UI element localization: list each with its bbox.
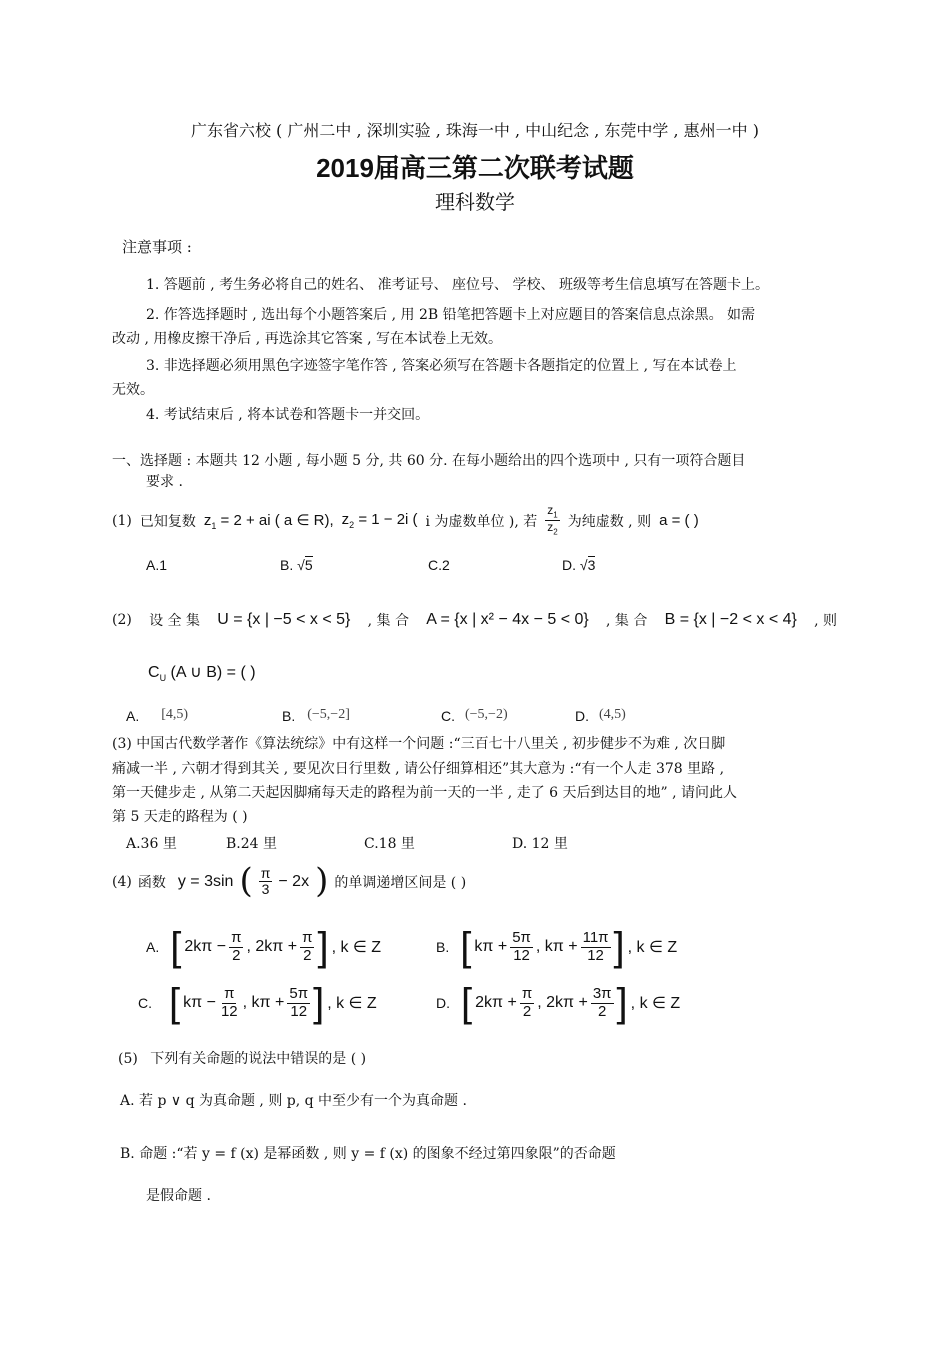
question-1 [112,504,699,537]
q1-option-d: D. √3 [562,557,596,573]
q3-option-d: D. 12 里 [512,836,568,852]
q3-option-a: A.36 里 [126,836,177,852]
q1-text-d: a = ( ) [659,512,699,530]
subject-title: 理科数学 [435,190,515,214]
q2-set-a: A = {x | x² − 4x − 5 < 0} [426,611,589,628]
section-heading: 一、选择题 : 本题共 12 小题 , 每小题 5 分, 共 60 分. 在每小题给出的四个选项中 , 只有一项符合题目 [112,453,746,469]
q4-fraction: $\frac{\pi}{3}$ [260,865,271,898]
q5-option-b: B. 命题 :“若 y = f (x) 是幂函数 , 则 y = f (x) 的图象不经过第四象限”的否命题 [120,1146,616,1162]
q4-func-b: − 2x [278,872,310,890]
q2-text-3: , 集 合 [605,613,648,629]
q4-number: (4) [112,873,132,890]
q5-number: (5) [118,1051,138,1067]
q5-text: 下列有关命题的说法中错误的是 ( ) [150,1051,367,1067]
q1-z1-expr: $z_1 = 2$ + ai ( a ∈ R), [203,511,334,531]
q3-line-1: (3) 中国古代数学著作《算法统综》中有这样一个问题 :“三百七十八里关 , 初步健步不为难 , 次日脚 [112,736,726,752]
q2-text-4: , 则 [814,613,837,629]
notice-heading: 注意事项 : [122,238,192,256]
q1-z2-expr: $z_2 = 1 - 2i$ ( [341,511,418,531]
q2-text-2: , 集 合 [367,613,409,629]
question-4: (4) 函数 y = 3sin ( $\frac{\pi}{3}$ − 2x ) 的单调递增区间是 ( ) [112,861,467,902]
q2-set-u: U = {x | −5 < x < 5} [217,611,351,628]
q4-option-c: C. [ kπ − $\frac{\pi}{12}$ , kπ + $\frac{5\pi}{12}$ ] , k ∈ Z [138,981,377,1025]
q4-option-b: B. [ kπ + $\frac{5\pi}{12}$ , kπ + $\frac{11\pi}{12}$ ] , k ∈ Z [436,925,678,969]
q2-option-a: A. [4,5) [126,707,189,724]
q4-tail: 的单调递增区间是 ( ) [334,874,467,891]
title-year: 2019 [316,153,374,183]
q3-line-4: 第 5 天走的路程为 ( ) [112,809,248,825]
school-list: 广东省六校 ( 广州二中 , 深圳实验 , 珠海一中 , 中山纪念 , 东莞中学 , 惠州一中 ) [190,121,760,140]
q1-text-b: i 为虚数单位 ), 若 [425,513,538,530]
notice-item-3b: 无效。 [112,382,154,398]
q4-option-a: A. [ 2kπ − $\frac{\pi}{2}$ , 2kπ + $\frac{\pi}{2}$ ] , k ∈ Z [146,925,382,969]
q1-text-c: 为纯虚数 , 则 [567,513,652,530]
notice-item-2b: 改动 , 用橡皮擦干净后 , 再选涂其它答案 , 写在本试卷上无效。 [112,331,503,347]
q2-text-1: 设 全 集 [149,613,200,629]
q3-option-c: C.18 里 [364,836,415,852]
q1-option-b: B. √5 [280,557,313,573]
q2-option-d: D. (4,5) [575,707,626,724]
q4-func-a: y = 3sin [177,872,234,890]
q2-option-c: C. (−5,−2) [441,707,508,724]
q3-line-3: 第一天健步走 , 从第二天起因脚痛每天走的路程为前一天的一半 , 走了 6 天后到达目的地” , 请问此人 [112,785,738,801]
q2-number: (2) [112,612,132,628]
q1-option-a: A.1 [146,557,168,573]
exam-title [0,148,950,185]
q1-text-a: 已知复数 [139,513,196,530]
question-2 [112,610,837,630]
notice-item-3a: 3. 非选择题必须用黑色字迹签字笔作答 , 答案必须写在答题卡各题指定的位置上 , 写在本试卷上 [146,358,737,374]
q5-option-b-cont: 是假命题 . [146,1188,211,1204]
q5-option-a: A. 若 p ∨ q 为真命题 , 则 p, q 中至少有一个为真命题 . [120,1093,467,1109]
q2-complement-expr: $C_U$ (A ∪ B) = ( ) [148,664,256,684]
q2-set-b: B = {x | −2 < x < 4} [664,611,797,628]
q3-option-b: B.24 里 [226,836,278,852]
notice-item-1: 1. 答题前 , 考生务必将自己的姓名、 准考证号、 座位号、 学校、 班级等考生信息填写在答题卡上。 [146,277,769,293]
q1-fraction: $\frac{z_1}{z_2}$ [547,503,558,537]
notice-item-4: 4. 考试结束后 , 将本试卷和答题卡一并交回。 [146,407,430,423]
q1-option-c: C.2 [428,557,450,573]
q2-option-b: B. (−5,−2] [282,707,350,724]
q4-text: 函数 [137,874,166,891]
q1-number: (1) [112,512,132,529]
notice-item-2a: 2. 作答选择题时 , 选出每个小题答案后 , 用 2B 铅笔把答题卡上对应题目的答案信息点涂黑。 如需 [146,307,756,323]
q4-option-d: D. [ 2kπ + $\frac{\pi}{2}$ , 2kπ + $\frac{3\pi}{2}$ ] , k ∈ Z [436,981,681,1025]
title-text: 届高三第二次联考试题 [373,154,634,184]
section-heading-cont: 要求 . [146,474,183,490]
question-5 [118,1048,366,1068]
q3-line-2: 痛减一半 , 六朝才得到其关 , 要见次日行里数 , 请公仔细算相还”其大意为 :“有一个人走 378 里路 , [112,761,725,777]
